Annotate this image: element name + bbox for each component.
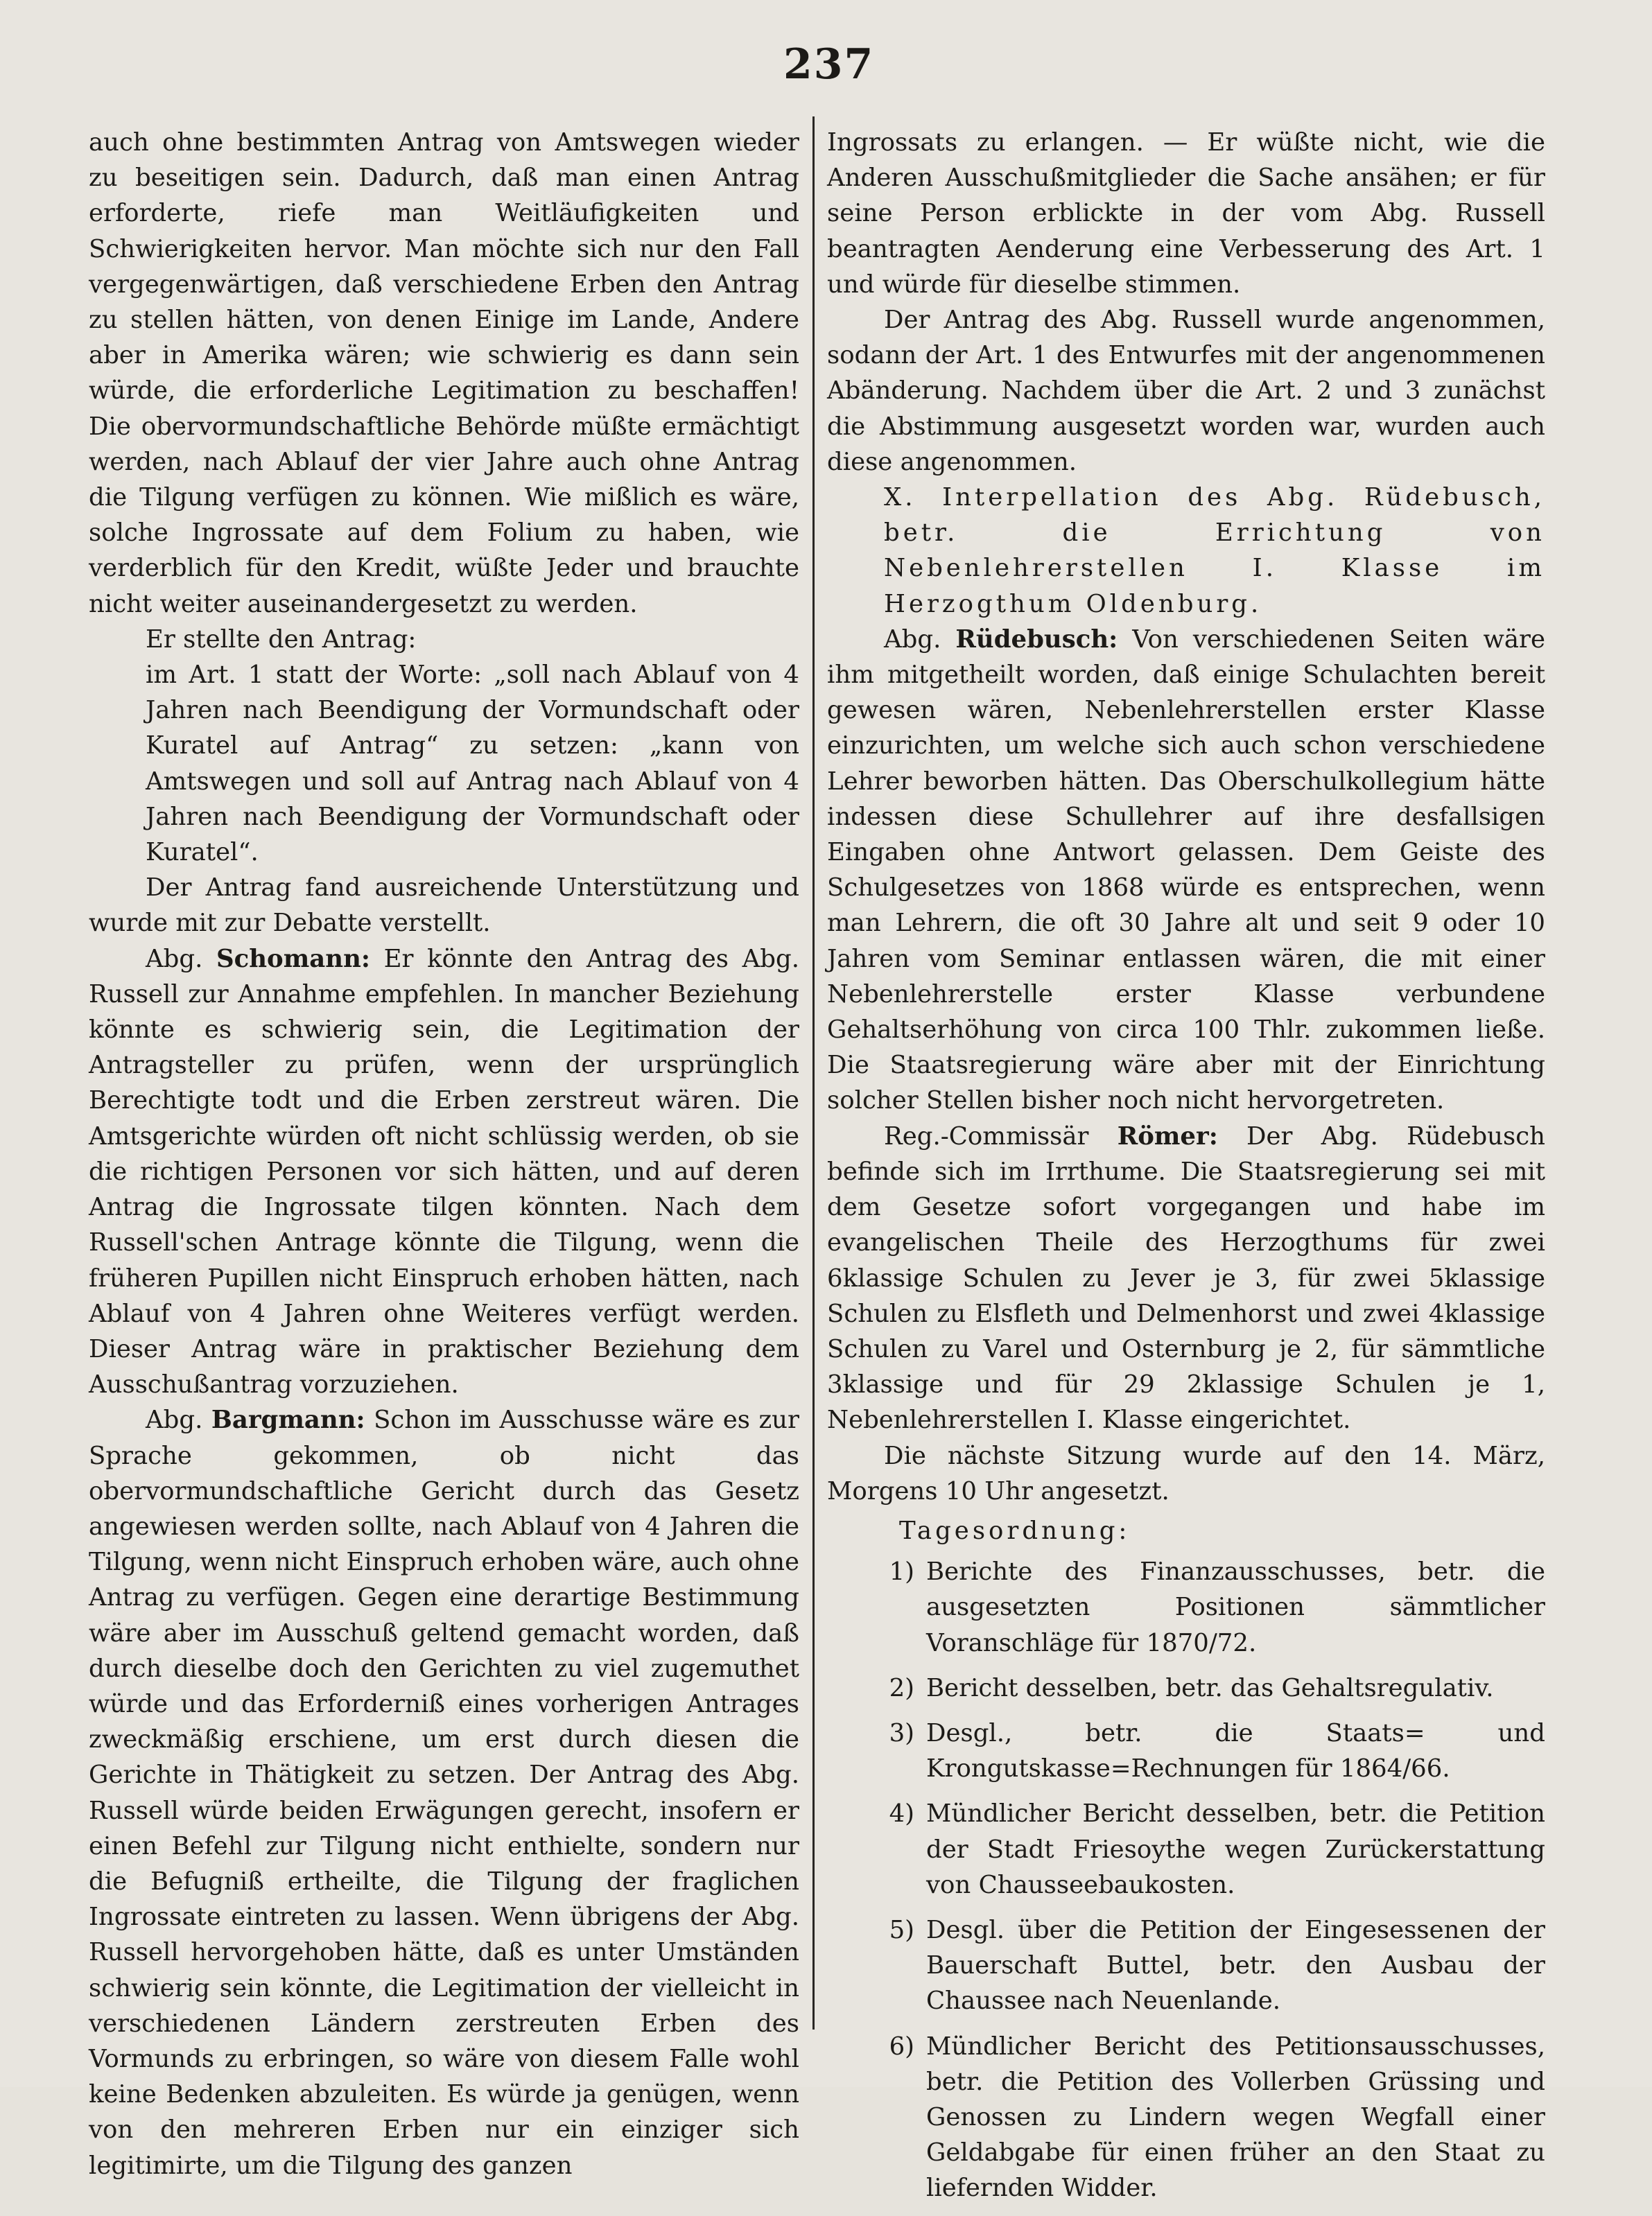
speaker-paragraph <box>89 1402 799 2183</box>
right-column <box>827 125 1545 2216</box>
paragraph: Ingrossats zu erlangen. — Er wüßte nicht, wie die Anderen Ausschußmitglieder die Sache ansähen; er für seine Person erblickte in der vom Abg. Russell beantragten Aenderung eine Verbesserung des Art. 1 und würde für dieselbe stimmen. <box>827 128 1545 299</box>
agenda-heading: Tagesordnung: <box>899 1516 1131 1545</box>
agenda-item-text: Desgl. über die Petition der Eingesessenen der Bauerschaft Buttel, betr. den Ausbau der Chaussee nach Neuenlande. <box>926 1915 1545 2016</box>
speech-text: Er könnte den Antrag des Abg. Russell zur Annahme empfehlen. In mancher Beziehung könnte es schwierig sein, die Legitimation der Antragsteller zu prüfen, wenn der ursprünglich Berechtigte todt und die Erben zerstreut wären. Die Amtsgerichte würden oft nicht schlüssig werden, ob sie die richtigen Personen vor sich hätten, und auf deren Antrag die Ingrossate tilgen könnten. Nach dem Russell'schen Antrage könnte die Tilgung, wenn die früheren Pupillen nicht Einspruch erhoben hätten, nach Ablauf von 4 Jahren ohne Weiteres verfügt werden. Dieser Antrag wäre in praktischer Beziehung dem Ausschußantrag vorzuziehen. <box>89 944 799 1399</box>
speaker-name: Schomann: <box>216 944 371 973</box>
agenda-item <box>827 1554 1545 1661</box>
agenda-item-number: 3) <box>889 1718 914 1747</box>
paragraph: Der Antrag des Abg. Russell wurde angenommen, sodann der Art. 1 des Entwurfes mit der angenommenen Abänderung. Nachdem über die Art. 2 und 3 zunächst die Abstimmung ausgesetzt worden war, wurden auch diese angenommen. <box>827 306 1545 476</box>
speech-text: Von verschiedenen Seiten wäre ihm mitgetheilt worden, daß einige Schulachten bereit gewesen wären, Nebenlehrerstellen erster Klasse einzurichten, um welche sich auch schon verschiedene Lehrer beworben hätten. Das Oberschulkollegium hätte indessen diese Schullehrer auf ihre desfallsigen Eingaben ohne Antwort gelassen. Dem Geiste des Schulgesetzes von 1868 würde es entsprechen, wenn man Lehrern, die oft 30 Jahre alt und seit 9 oder 10 Jahren vom Seminar entlassen wären, die mit einer Nebenlehrerstelle erster Klasse verbundene Gehaltserhöhung von circa 100 Thlr. zukommen ließe. Die Staatsregierung wäre aber mit der Einrichtung solcher Stellen bisher noch nicht hervorgetreten. <box>827 625 1546 1115</box>
paragraph: auch ohne bestimmten Antrag von Amtswegen wieder zu beseitigen sein. Dadurch, daß man einen Antrag erforderte, riefe man Weitläufigkeiten und Schwierigkeiten hervor. Man möchte sich nur den Fall vergegenwärtigen, daß verschiedene Erben den Antrag zu stellen hätten, von denen Einige im Lande, Andere aber in Amerika wären; wie schwierig es dann sein würde, die erforderliche Legitimation zu beschaffen! Die obervormundschaftliche Behörde müßte ermächtigt werden, nach Ablauf der vier Jahre auch ohne Antrag die Tilgung verfügen zu können. Wie mißlich es wäre, solche Ingrossate auf dem Folium zu haben, wie verderblich für den Kredit, wüßte Jeder und brauchte nicht weiter auseinandergesetzt zu werden. <box>89 128 799 618</box>
agenda-item <box>827 1670 1545 1706</box>
speaker-prefix: Reg.-Commissär <box>884 1122 1118 1151</box>
speaker-name: Rüdebusch: <box>955 625 1118 654</box>
left-column <box>89 125 799 2183</box>
agenda-item-text: Berichte des Finanzausschusses, betr. die ausgesetzten Positionen sämmtlicher Voranschläge für 1870/72. <box>926 1558 1545 1657</box>
agenda-item-number: 1) <box>889 1558 914 1587</box>
speech-text: Schon im Ausschusse wäre es zur Sprache gekommen, ob nicht das obervormundschaftliche Gericht durch das Gesetz angewiesen werden sollte, nach Ablauf von 4 Jahren die Tilgung, wenn nicht Einspruch erhoben wäre, auch ohne Antrag zu verfügen. Gegen eine derartige Bestimmung wäre aber im Ausschuß geltend gemacht worden, daß durch dieselbe doch den Gerichten zu viel zugemuthet würde und das Erforderniß eines vorherigen Antrages zweckmäßig erschiene, um erst durch diesen die Gerichte in Thätigkeit zu setzen. Der Antrag des Abg. Russell würde beiden Erwägungen gerecht, insofern er einen Befehl zur Tilgung nicht enthielte, sondern nur die Befugniß ertheilte, die Tilgung der fraglichen Ingrossate eintreten zu lassen. Wenn übrigens der Abg. Russell hervorgehoben hätte, daß es unter Umständen schwierig sein könnte, die Legitimation der vielleicht in verschiedenen Ländern zerstreuten Erben des Vormunds zu erbringen, so wäre von diesem Falle wohl keine Bedenken abzuleiten. Es würde ja genügen, wenn von den mehreren Erben nur ein einziger sich legitimirte, um die Tilgung des ganzen <box>89 1406 799 2180</box>
agenda-item <box>827 1796 1545 1903</box>
speaker-prefix: Abg. <box>146 944 216 973</box>
speaker-name: Römer: <box>1117 1122 1218 1151</box>
agenda-item-text: Desgl., betr. die Staats= und Krongutskasse=Rechnungen für 1864/66. <box>926 1718 1545 1783</box>
agenda-item-number: 6) <box>889 2032 914 2061</box>
agenda-item-text: Mündlicher Bericht des Petitionsausschusses, betr. die Petition des Vollerben Grüssing und Genossen zu Lindern wegen Wegfall einer Geldabgabe für einen früher an den Staat zu liefernden Widder. <box>926 2032 1545 2203</box>
speaker-paragraph <box>89 941 799 1403</box>
speaker-prefix: Abg. <box>884 625 956 654</box>
section-heading: X. Interpellation des Abg. Rüdebusch, betr. die Errichtung von Nebenlehrerstellen I. Klasse im Herzogthum Oldenburg. <box>884 483 1545 618</box>
speaker-name: Bargmann: <box>211 1406 365 1435</box>
page-number: 237 <box>783 40 875 89</box>
agenda-item-text: Bericht desselben, betr. das Gehaltsregulativ. <box>926 1673 1494 1702</box>
agenda-item <box>827 1912 1545 2019</box>
agenda-list <box>827 1554 1545 2206</box>
agenda-item-text: Mündlicher Bericht desselben, betr. die Petition der Stadt Friesoythe wegen Zurückerstattung von Chausseebaukosten. <box>926 1799 1545 1899</box>
speaker-paragraph <box>827 1119 1545 1438</box>
paragraph: Der Antrag fand ausreichende Unterstützung und wurde mit zur Debatte verstellt. <box>89 873 799 938</box>
agenda-item-number: 5) <box>889 1915 914 1944</box>
agenda-item-number: 4) <box>889 1799 914 1829</box>
agenda-item-number: 2) <box>889 1673 914 1702</box>
speaker-prefix: Abg. <box>146 1406 211 1435</box>
column-divider <box>812 116 815 2030</box>
agenda-item <box>827 1716 1545 1786</box>
agenda-item <box>827 2029 1545 2206</box>
paragraph: Die nächste Sitzung wurde auf den 14. März, Morgens 10 Uhr angesetzt. <box>827 1441 1545 1506</box>
speech-text: Der Abg. Rüdebusch befinde sich im Irrthume. Die Staatsregierung sei mit dem Gesetze sofort vorgegangen und habe im evangelischen Theile des Herzogthums für zwei 6klassige Schulen zu Jever je 3, für zwei 5klassige Schulen zu Elsfleth und Delmenhorst und zwei 4klassige Schulen zu Varel und Osternburg je 2, für sämmtliche 3klassige und für 29 2klassige Schulen je 1, Nebenlehrerstellen I. Klasse eingerichtet. <box>827 1122 1545 1435</box>
paragraph: Er stellte den Antrag: <box>146 625 417 654</box>
motion-quote: im Art. 1 statt der Worte: „soll nach Ablauf von 4 Jahren nach Beendigung der Vormundschaft oder Kuratel auf Antrag“ zu setzen: „kann von Amtswegen und soll auf Antrag nach Ablauf von 4 Jahren nach Beendigung der Vormundschaft oder Kuratel“. <box>146 661 799 867</box>
speaker-paragraph <box>827 622 1545 1119</box>
